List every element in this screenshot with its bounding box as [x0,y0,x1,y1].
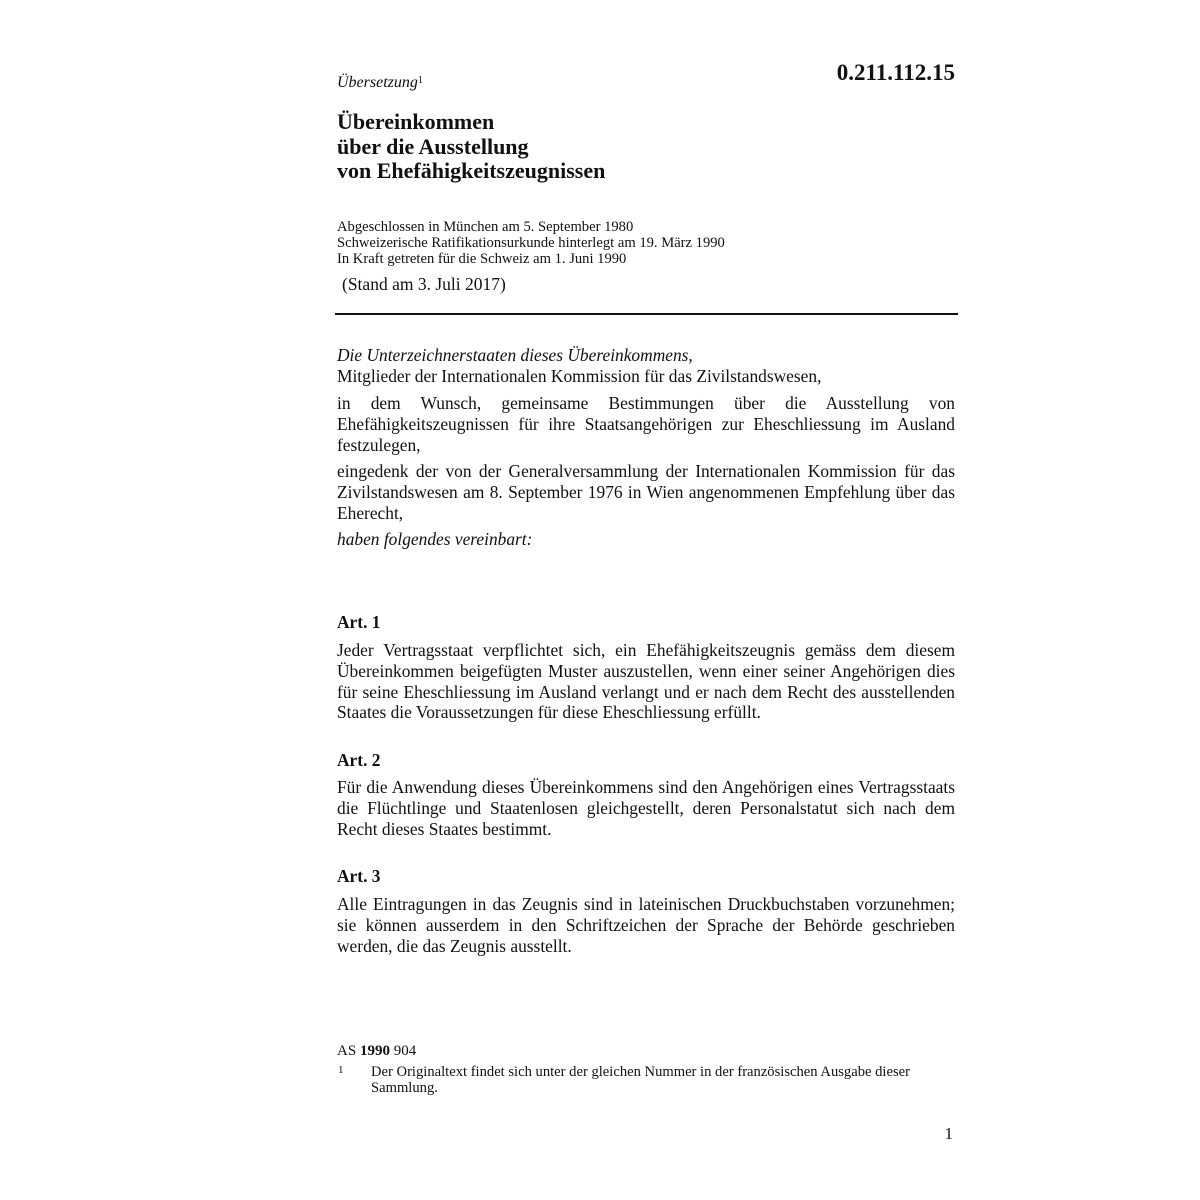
page-number: 1 [944,1124,953,1143]
entry-into-force-date: In Kraft getreten für die Schweiz am 1. Juni 1990 [337,251,627,267]
article-2-heading: Art. 2 [337,750,381,770]
as-prefix: AS [337,1043,357,1059]
article-3-text: Alle Eintragungen in das Zeugnis sind in lateinischen Druckbuchstaben vorzunehmen; sie können ausserdem in den Schriftzeichen der Sprache der Behörde geschrieben werden, die das Zeugnis ausstellt. [337,894,955,956]
sr-number: 0.211.112.15 [836,60,955,85]
title-line-1: Übereinkommen [337,109,495,134]
article-1-text: Jeder Vertragsstaat verpflichtet sich, ein Ehefähigkeitszeugnis gemäss dem diesem Übereinkommen beigefügten Muster auszustellen, wenn einer seiner Angehörigen dies für seine Eheschliessung im Ausland verlangt und er nach dem Recht des ausstellenden Staates die Voraussetzungen für diese Eheschliessung erfüllt. [337,640,955,723]
title-line-3: von Ehefähigkeitszeugnissen [337,158,606,183]
as-page: 904 [393,1043,417,1059]
preamble-members: Mitglieder der Internationalen Kommission für das Zivilstandswesen, [337,366,822,386]
title-line-2: über die Ausstellung [337,133,529,159]
translation-label-text: Übersetzung [337,74,418,91]
footnote-number: 1 [338,1064,344,1076]
preamble-wish: in dem Wunsch, gemeinsame Bestimmungen über die Ausstellung von Ehefähigkeitszeugnissen für ihre Staatsangehörigen zur Eheschliessung im Ausland festzulegen, [337,393,955,455]
ratification-date: Schweizerische Ratifikationsurkunde hinterlegt am 19. März 1990 [337,235,725,251]
article-3-heading: Art. 3 [337,866,381,886]
official-collection-reference [337,1043,416,1060]
as-year: 1990 [359,1043,390,1059]
status-date: (Stand am 3. Juli 2017) [342,274,506,294]
preamble-mindful: eingedenk der von der Generalversammlung der Internationalen Kommission für das Zivilstandswesen am 8. September 1976 in Wien angenommenen Empfehlung über das Eherecht, [337,461,955,523]
footnote-reference[interactable]: 1 [417,75,423,86]
footnote-text: Der Originaltext findet sich unter der gleichen Nummer in der französischen Ausgabe dieser Sammlung. [371,1064,910,1096]
translation-label [337,74,423,92]
document-title [337,110,605,184]
preamble-intro: Die Unterzeichnerstaaten dieses Übereinkommens, [337,345,693,365]
article-2-text: Für die Anwendung dieses Übereinkommens sind den Angehörigen eines Vertragsstaats die Flüchtlinge und Staatenlosen gleichgestellt, deren Personalstatut sich nach dem Recht dieses Staates bestimmt. [337,777,955,839]
concluded-date: Abgeschlossen in München am 5. September 1980 [337,219,634,235]
treaty-metadata [337,219,725,267]
horizontal-divider [335,313,958,315]
preamble-agreed: haben folgendes vereinbart: [337,529,533,549]
article-1-heading: Art. 1 [337,612,381,632]
